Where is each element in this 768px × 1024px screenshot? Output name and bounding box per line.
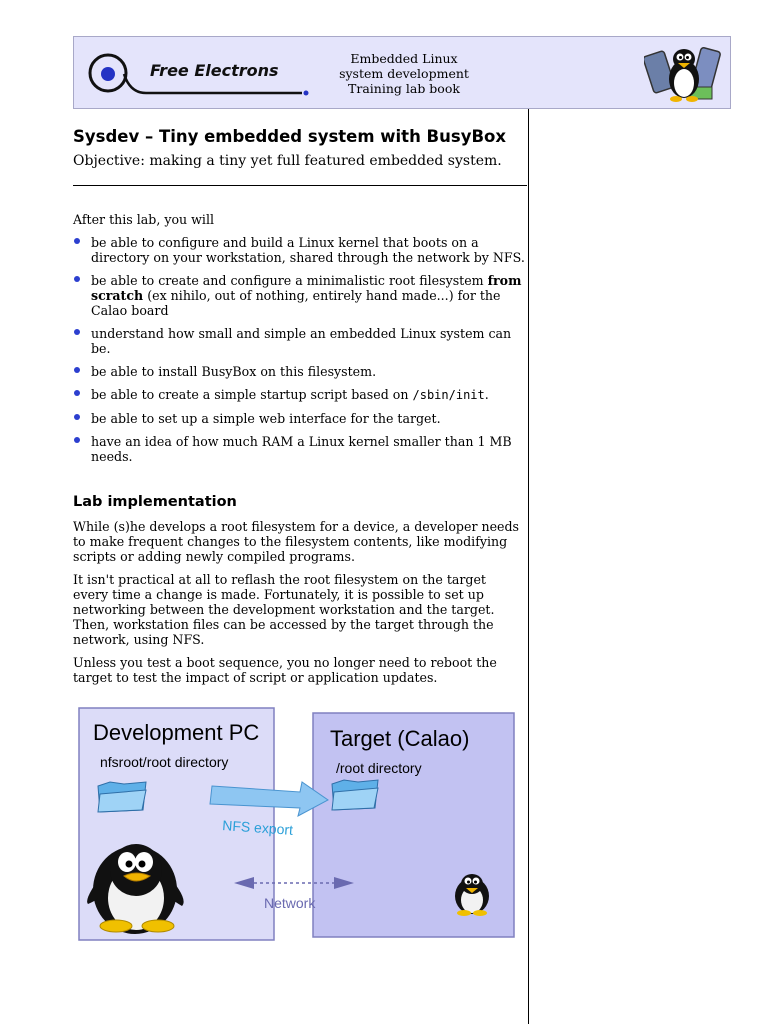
objectives-list [73,235,525,472]
list-item-text: . [484,387,489,402]
list-item-text: understand how small and simple an embedded Linux system can be. [91,326,512,356]
list-item-text: have an idea of how much RAM a Linux kernel smaller than 1 MB needs. [91,434,512,464]
column-divider [528,109,529,1024]
folder-icon [98,782,146,812]
list-item [73,434,525,464]
list-item-emphasis: from scratch [91,273,522,303]
network-link [234,877,354,889]
paragraph: Unless you test a boot sequence, you no longer need to reboot the target to test the impact of script or application updates. [73,655,497,685]
nfs-export-label: NFS export [221,817,294,838]
page-title: Sysdev – Tiny embedded system with BusyBox [73,127,507,146]
paragraph: It isn't practical at all to reflash the root filesystem on the target every time a change is made. Fortunately, it is possible to set up networking between the development workstation and the target. Then, workstation files can be accessed by the target through the network, using NFS. [73,572,495,647]
list-item [73,364,525,379]
list-item-text: be able to create and configure a minimalistic root filesystem [91,273,488,288]
list-item-text: be able to install BusyBox on this filesystem. [91,364,377,379]
bullet-icon [74,276,80,282]
intro-text: After this lab, you will [73,212,215,227]
list-item [73,235,525,265]
list-item-text: be able to create a simple startup script based on [91,387,413,402]
title-divider [73,185,527,186]
bullet-icon [74,414,80,420]
list-item-text: (ex nihilo, out of nothing, entirely hand made...) for the Calao board [91,288,501,318]
paragraph: While (s)he develops a root filesystem for a device, a developer needs to make frequent changes to the filesystem contents, like modifying scripts or adding newly compiled programs. [73,519,520,564]
list-item-text: be able to configure and build a Linux kernel that boots on a directory on your workstation, shared through the network by NFS. [91,235,525,265]
caption-line: Training lab book [348,81,460,96]
bullet-icon [74,367,80,373]
list-item-code: /sbin/init [412,388,485,402]
page-objective: Objective: making a tiny yet full featured embedded system. [73,153,502,169]
folder-icon [332,780,378,810]
section-title: Lab implementation [73,494,237,510]
bullet-icon [74,437,80,443]
bullet-icon [74,238,80,244]
network-label: Network [264,895,316,911]
list-item [73,411,525,426]
bullet-icon [74,390,80,396]
list-item [73,273,525,318]
caption-line: Embedded Linux [350,51,458,66]
target-subtitle: /root directory [336,760,422,776]
list-item [73,326,525,356]
nfs-diagram [70,700,526,950]
bullet-icon [74,329,80,335]
list-item [73,387,525,403]
target-title: Target (Calao) [330,726,470,751]
dev-pc-subtitle: nfsroot/root directory [100,754,229,770]
page-header [73,36,731,109]
tux-devices-icon [644,43,724,105]
header-caption [324,51,484,96]
logo-text: Free Electrons [150,61,279,80]
list-item-text: be able to set up a simple web interface for the target. [91,411,441,426]
dev-pc-title: Development PC [93,720,260,745]
caption-line: system development [339,66,469,81]
